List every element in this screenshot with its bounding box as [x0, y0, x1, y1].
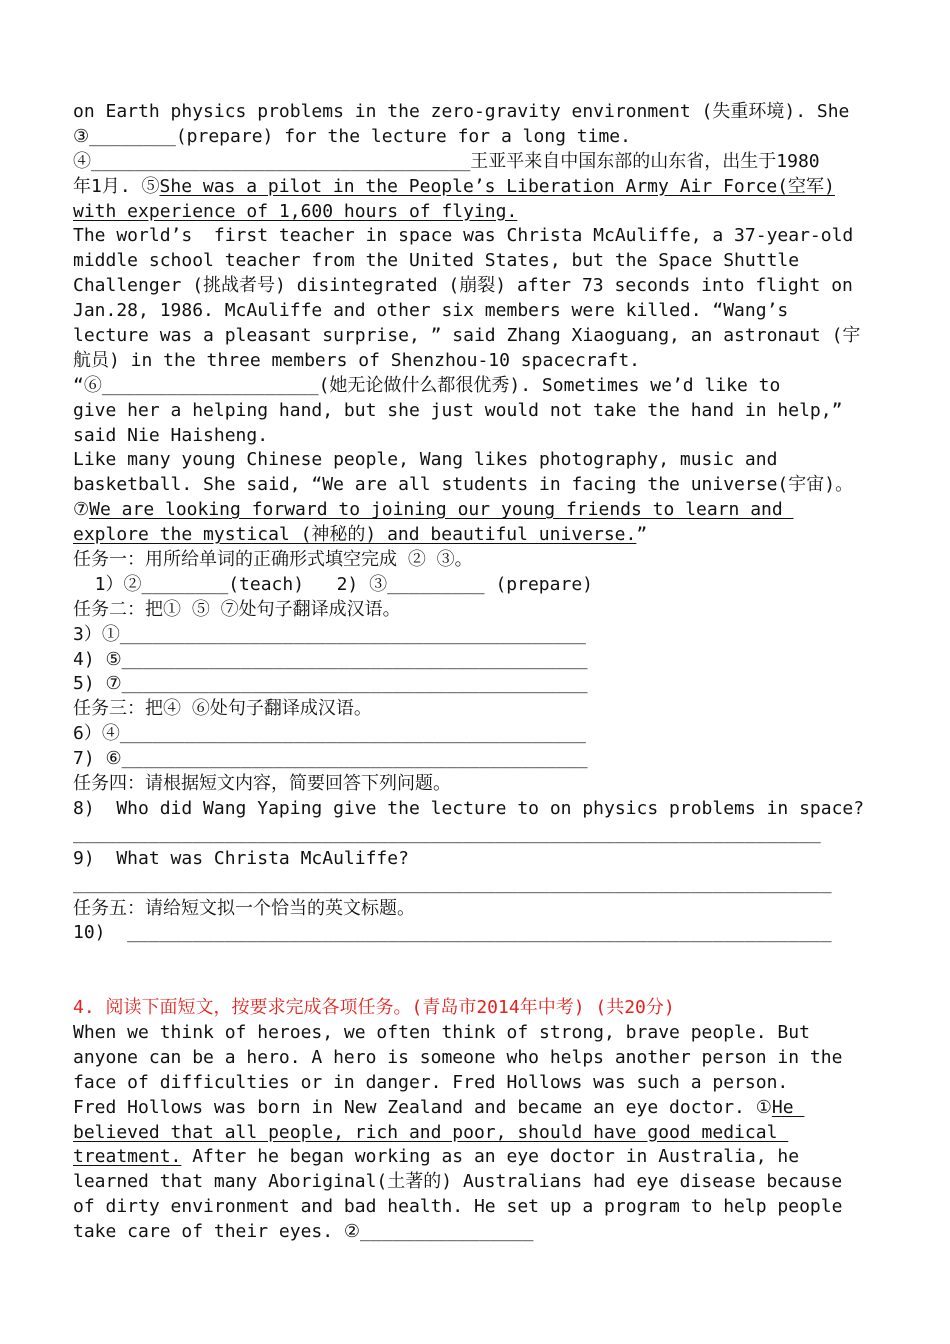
text-segment: 1）②________(teach) 2) ③_________ (prepare) [73, 573, 593, 595]
text-segment: said Nie Haisheng. [73, 424, 269, 446]
passage-line [73, 200, 873, 225]
passage-line [73, 224, 873, 249]
text-segment: 任务三：把④ ⑥处句子翻译成汉语。 [73, 698, 372, 720]
text-segment: 任务五：请给短文拟一个恰当的英文标题。 [73, 897, 415, 919]
underlined-text: She was a pilot in the People’s Liberation Army Air Force(空军) [159, 175, 835, 197]
passage-line [73, 1096, 873, 1121]
section-4-heading: 4. 阅读下面短文，按要求完成各项任务。(青岛市2014年中考) (共20分) [73, 997, 675, 1019]
text-segment: Jan.28, 1986. McAuliffe and other six members were killed. “Wang’s [73, 300, 789, 322]
task-line [73, 872, 873, 897]
passage-line [73, 448, 873, 473]
spacer [73, 946, 873, 971]
text-segment: _____________________________________________________________________ [73, 822, 821, 844]
text-segment: ④___________________________________王亚平来自中国东部的山东省，出生于1980 [73, 150, 820, 172]
task-line [73, 648, 873, 673]
task-line [73, 822, 873, 847]
passage-line [73, 349, 873, 374]
passage-line [73, 1195, 873, 1220]
document-page [73, 100, 873, 1245]
task-line [73, 548, 873, 573]
underlined-text: He [771, 1096, 805, 1118]
task-line [73, 672, 873, 697]
text-segment: 航员) in the three members of Shenzhou-10 spacecraft. [73, 349, 641, 371]
underlined-text: treatment. [73, 1146, 182, 1168]
text-segment: After he began working as an eye doctor in Australia, he [181, 1146, 800, 1168]
passage-line [73, 399, 873, 424]
text-segment: of dirty environment and bad health. He set up a program to help people [73, 1196, 843, 1218]
text-segment: 9) What was Christa McAuliffe? [73, 847, 409, 869]
text-segment: middle school teacher from the United States, but the Space Shuttle [73, 250, 800, 272]
passage-line [73, 1121, 873, 1146]
passage-line [73, 1220, 873, 1245]
passage-line [73, 1071, 873, 1096]
task-list [73, 548, 873, 946]
text-segment: Challenger (挑战者号) disintegrated (崩裂) after 73 seconds into flight on [73, 275, 853, 297]
text-segment: 10) _________________________________________________________________ [73, 922, 832, 944]
passage-line [73, 473, 873, 498]
task-line [73, 623, 873, 648]
passage-line [73, 498, 873, 523]
passage-3-continuation [73, 100, 873, 548]
text-segment: 3）①___________________________________________ [73, 623, 586, 645]
text-segment: give her a helping hand, but she just would not take the hand in help,” [73, 399, 843, 421]
task-line [73, 921, 873, 946]
underlined-text: with experience of 1,600 hours of flying. [73, 200, 518, 222]
passage-line [73, 1170, 873, 1195]
passage-line [73, 175, 873, 200]
passage-line [73, 249, 873, 274]
passage-line [73, 324, 873, 349]
text-segment: lecture was a pleasant surprise, ” said Zhang Xiaoguang, an astronaut (宇 [73, 325, 861, 347]
passage-line [73, 523, 873, 548]
text-segment: 年1月. ⑤ [73, 175, 160, 197]
passage-line [73, 125, 873, 150]
text-segment: learned that many Aboriginal(土著的) Australians had eye disease because [73, 1171, 843, 1193]
text-segment: take care of their eyes. ②________________ [73, 1221, 534, 1243]
task-line [73, 747, 873, 772]
underlined-text: We are looking forward to joining our young friends to learn and [89, 499, 794, 521]
text-segment: 6）④___________________________________________ [73, 723, 586, 745]
passage-line [73, 374, 873, 399]
text-segment: “⑥____________________(她无论做什么都很优秀). Sometimes we’d like to [73, 374, 781, 396]
text-segment: ” [636, 524, 648, 546]
text-segment: When we think of heroes, we often think of strong, brave people. But [73, 1021, 810, 1043]
text-segment: 5) ⑦___________________________________________ [73, 673, 588, 695]
task-line [73, 797, 873, 822]
text-segment: anyone can be a hero. A hero is someone who helps another person in the [73, 1046, 843, 1068]
passage-line [73, 100, 873, 125]
text-segment: 任务二：把① ⑤ ⑦处句子翻译成汉语。 [73, 598, 401, 620]
text-segment: 任务一：用所给单词的正确形式填空完成 ② ③。 [73, 549, 473, 571]
text-segment: on Earth physics problems in the zero-gravity environment (失重环境). She [73, 101, 850, 122]
passage-line [73, 424, 873, 449]
task-line [73, 598, 873, 623]
text-segment: The world’s first teacher in space was Christa McAuliffe, a 37-year-old [73, 225, 854, 247]
text-segment: ______________________________________________________________________ [73, 872, 832, 894]
passage-line [73, 299, 873, 324]
text-segment: face of difficulties or in danger. Fred Hollows was such a person. [73, 1071, 789, 1093]
passage-line [73, 274, 873, 299]
passage-line [73, 1021, 873, 1046]
task-line [73, 573, 873, 598]
underlined-text: believed that all people, rich and poor, should have good medical [73, 1121, 789, 1143]
task-line [73, 897, 873, 922]
spacer [73, 971, 873, 996]
task-line [73, 847, 873, 872]
text-segment: 4) ⑤___________________________________________ [73, 648, 588, 670]
underlined-text: explore the mystical (神秘的) and beautiful universe. [73, 524, 637, 546]
task-line [73, 722, 873, 747]
passage-line [73, 1145, 873, 1170]
task-line [73, 697, 873, 722]
text-segment: 任务四：请根据短文内容，简要回答下列问题。 [73, 773, 451, 795]
text-segment: 7) ⑥___________________________________________ [73, 748, 588, 770]
text-segment: ⑦ [73, 499, 90, 521]
passage-line [73, 150, 873, 175]
passage-4-text [73, 1021, 873, 1245]
passage-line [73, 1046, 873, 1071]
text-segment: Like many young Chinese people, Wang likes photography, music and [73, 449, 778, 471]
text-segment: ③________(prepare) for the lecture for a long time. [73, 125, 631, 147]
task-line [73, 772, 873, 797]
text-segment: basketball. She said, “We are all students in facing the universe(宇宙)。 [73, 474, 854, 496]
text-segment: Fred Hollows was born in New Zealand and became an eye doctor. ① [73, 1096, 772, 1118]
text-segment: 8) Who did Wang Yaping give the lecture to on physics problems in space? [73, 797, 865, 819]
